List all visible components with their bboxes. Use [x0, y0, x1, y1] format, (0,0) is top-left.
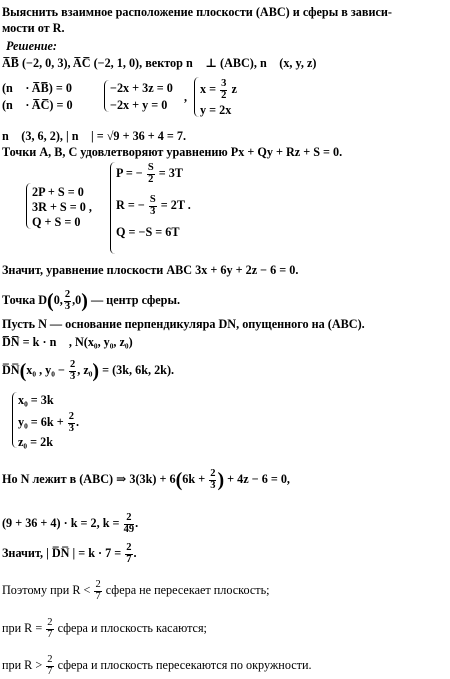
system-brace	[12, 392, 17, 448]
conclusion-tangent: при R = $\frac{2}{7}$ сфера и плоскость касаются;	[2, 617, 207, 640]
dot-product-ac: (n⃗ · A̅C̅) = 0	[2, 98, 73, 112]
system2-eq3: Q + S = 0	[32, 215, 81, 229]
substitution-line: Но N лежит в (ABC) ⇒ 3(3k) + 6(6k + $\frac{2}{3}$ ) + 4z − 6 = 0,	[2, 468, 290, 491]
y-expression: y = 2x	[200, 103, 232, 117]
x0-equation: x₀ = 3k	[18, 393, 54, 407]
system2-eq2: 3R + S = 0 ,	[32, 200, 92, 214]
plane-equation-line: Значит, уравнение плоскости ABC 3x + 6y + 2z − 6 = 0.	[2, 263, 299, 277]
dot-product-ab: (n⃗ · A̅B̅) = 0	[2, 81, 72, 95]
system-brace	[26, 183, 31, 229]
vectors-line: A̅B̅ (−2, 0, 3), A̅C̅ (−2, 1, 0), вектор n⃗ ⊥ (ABC), n⃗ (x, y, z)	[2, 56, 317, 70]
k-value-line: (9 + 36 + 4) · k = 2, k = $\frac{2}{49}$ .	[2, 512, 139, 535]
r-expression: R = − $\frac{S}{3}$ = 2T .	[116, 194, 191, 217]
y0-equation: y₀ = 6k + $\frac{2}{3}$ .	[18, 411, 79, 434]
system-brace	[110, 162, 115, 254]
system-brace	[194, 77, 199, 117]
points-line: Точки A, B, C удовлетворяют уравнению Px + Qy + Rz + S = 0.	[2, 145, 343, 159]
solution-heading: Решение:	[6, 39, 57, 53]
problem-line-2: мости от R.	[2, 21, 65, 35]
x-expression: x = $\frac{3}{2}$ z	[200, 78, 237, 101]
comma-sep: ,	[184, 90, 188, 104]
problem-line-1: Выяснить взаимное расположение плоскости (ABC) и сферы в зависи-	[2, 5, 392, 19]
z0-equation: z₀ = 2k	[18, 435, 53, 449]
distance-line: Значит, | D̅N̅ | = k · 7 = $\frac{2}{7}$ .	[2, 542, 137, 565]
system2-eq1: 2P + S = 0	[32, 185, 84, 199]
equation-1: −2x + 3z = 0	[110, 81, 173, 95]
sphere-center-line: Точка D(0, $\frac{2}{3}$ ,0) — центр сферы.	[2, 289, 181, 312]
system-brace	[104, 80, 109, 112]
perpendicular-line: Пусть N — основание перпендикуляра DN, опущенного на (ABC).	[2, 317, 365, 331]
conclusion-no-intersect: Поэтому при R < $\frac{2}{7}$ сфера не пересекает плоскость;	[2, 579, 270, 602]
equation-2: −2x + y = 0	[110, 98, 168, 112]
conclusion-intersect: при R > $\frac{2}{7}$ сфера и плоскость пересекаются по окружности.	[2, 654, 312, 677]
dn-coordinates-line: D̅N̅(x₀ , y₀ − $\frac{2}{3}$ , z₀) = (3k, 6k, 2k).	[2, 359, 175, 382]
dn-vector-line: D̅N̅ = k · n⃗ , N(x₀, y₀, z₀)	[2, 335, 133, 349]
q-expression: Q = −S = 6T	[116, 225, 180, 239]
p-expression: P = − $\frac{S}{2}$ = 3T	[116, 162, 183, 185]
normal-vector-line: n⃗ (3, 6, 2), | n⃗ | = √9 + 36 + 4 = 7.	[2, 129, 187, 143]
